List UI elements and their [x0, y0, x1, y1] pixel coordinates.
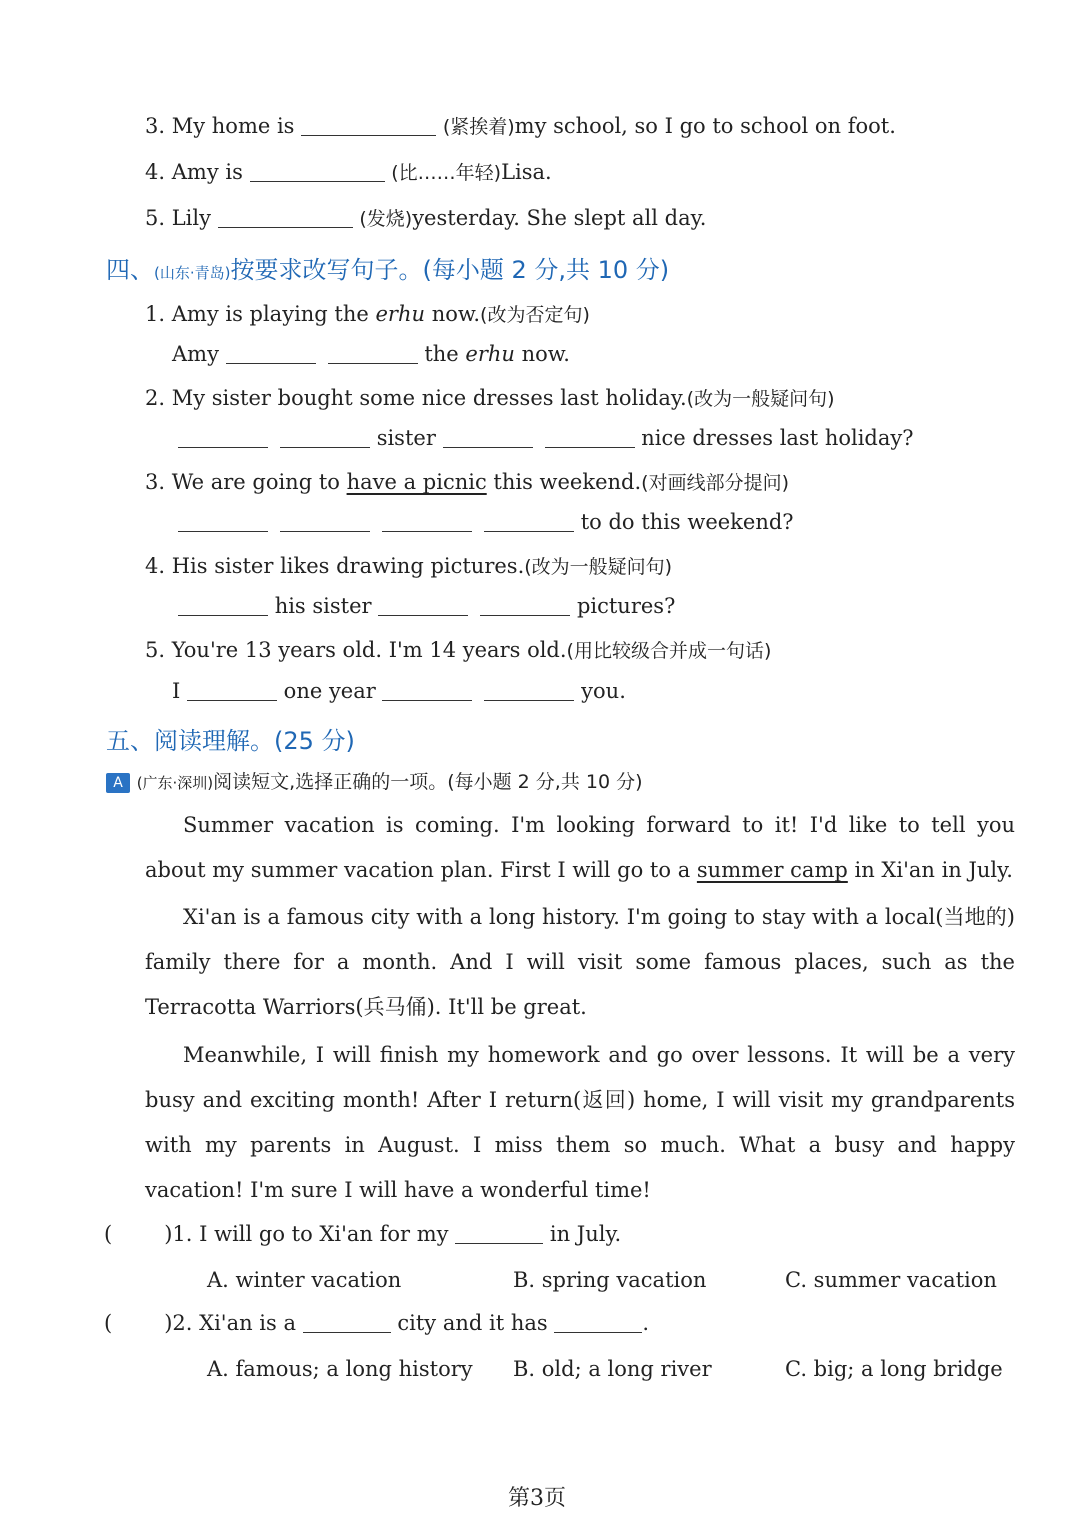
answer-blank[interactable] [554, 1311, 642, 1333]
answer-paren[interactable]: ( ) [104, 1311, 173, 1335]
answer-blank[interactable] [178, 510, 268, 532]
answer-blank[interactable] [328, 342, 418, 364]
answer-blank[interactable] [280, 510, 370, 532]
q2-option-c[interactable]: C. big; a long bridge [785, 1357, 1003, 1381]
answer-blank[interactable] [484, 679, 574, 701]
fill-item-5: 5. Lily (发烧)yesterday. She slept all day. [145, 206, 707, 230]
rewrite-item-4: 4. His sister likes drawing pictures.(改为一般疑问句) [145, 554, 673, 578]
fill-item-3: 3. My home is (紧挨着)my school, so I go to school on foot. [145, 114, 896, 138]
answer-blank[interactable] [484, 510, 574, 532]
answer-blank[interactable] [382, 510, 472, 532]
passage-a-badge: A [106, 773, 130, 793]
page-number: 第3页 [508, 1486, 566, 1511]
answer-paren[interactable]: ( ) [104, 1222, 173, 1246]
answer-blank[interactable] [455, 1222, 543, 1244]
passage-paragraph-2: Xi'an is a famous city with a long history. I'm going to stay with a local(当地的) family there for a month. And I will visit some famous places, such as the Terracotta Warriors(兵马俑). It'll be great. [145, 905, 1015, 1019]
rewrite-answer-1: Amy the erhu now. [172, 342, 570, 366]
passage-paragraph-1: Summer vacation is coming. I'm looking forward to it! I'd like to tell you about my summer vacation plan. First I will go to a summer camp in Xi'an in July. [145, 813, 1015, 882]
section4-title: 四、(山东·青岛)按要求改写句子。(每小题 2 分,共 10 分) [106, 256, 670, 284]
question-1: ( )1. I will go to Xi'an for my in July. [104, 1222, 622, 1246]
answer-blank[interactable] [250, 160, 385, 182]
rewrite-item-5: 5. You're 13 years old. I'm 14 years old.(用比较级合并成一句话) [145, 638, 772, 662]
rewrite-item-2: 2. My sister bought some nice dresses last holiday.(改为一般疑问句) [145, 386, 835, 410]
rewrite-answer-5: I one year you. [172, 679, 626, 703]
question-2: ( )2. Xi'an is a city and it has . [104, 1311, 650, 1335]
q1-option-b[interactable]: B. spring vacation [513, 1268, 707, 1292]
rewrite-answer-2: sister nice dresses last holiday? [178, 426, 914, 450]
q1-option-a[interactable]: A. winter vacation [207, 1268, 402, 1292]
answer-blank[interactable] [443, 426, 533, 448]
answer-blank[interactable] [382, 679, 472, 701]
answer-blank[interactable] [378, 594, 468, 616]
answer-blank[interactable] [480, 594, 570, 616]
answer-blank[interactable] [187, 679, 277, 701]
q1-option-c[interactable]: C. summer vacation [785, 1268, 997, 1292]
answer-blank[interactable] [178, 594, 268, 616]
passage-paragraph-3: Meanwhile, I will finish my homework and go over lessons. It will be a very busy and exciting month! After I return(返回) home, I will visit my grandparents with my parents in August. I miss them so much. What a busy and happy vacation! I'm sure I will have a wonderful time! [145, 1043, 1015, 1202]
answer-blank[interactable] [545, 426, 635, 448]
fill-item-4: 4. Amy is (比……年轻)Lisa. [145, 160, 552, 184]
answer-blank[interactable] [303, 1311, 391, 1333]
rewrite-item-1: 1. Amy is playing the erhu now.(改为否定句) [145, 302, 590, 326]
answer-blank[interactable] [280, 426, 370, 448]
q2-option-a[interactable]: A. famous; a long history [207, 1357, 473, 1381]
section5-title: 五、阅读理解。(25 分) [106, 727, 355, 755]
answer-blank[interactable] [226, 342, 316, 364]
reading-a-header: A (广东·深圳)阅读短文,选择正确的一项。(每小题 2 分,共 10 分) [106, 767, 643, 794]
rewrite-item-3: 3. We are going to have a picnic this weekend.(对画线部分提问) [145, 470, 789, 494]
answer-blank[interactable] [301, 114, 436, 136]
answer-blank[interactable] [178, 426, 268, 448]
rewrite-answer-3: to do this weekend? [178, 510, 794, 534]
rewrite-answer-4: his sister pictures? [178, 594, 675, 618]
q2-option-b[interactable]: B. old; a long river [513, 1357, 712, 1381]
answer-blank[interactable] [218, 206, 353, 228]
